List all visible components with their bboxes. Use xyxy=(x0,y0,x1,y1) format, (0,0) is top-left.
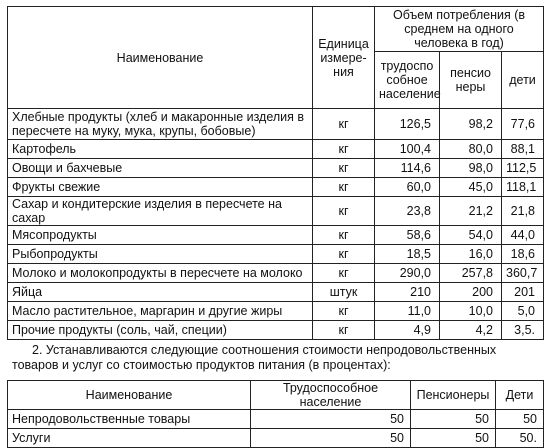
row-unit: кг xyxy=(313,140,375,159)
row-pensioners: 16,0 xyxy=(440,245,502,264)
row-pensioners: 98,0 xyxy=(440,159,502,178)
row-unit: кг xyxy=(313,226,375,245)
paragraph-text: 2. Устанавливаются следующие соотношения стоимости непродовольственных товаров и услуг со стоимостью продуктов питания (в процентах): xyxy=(12,343,497,372)
row-working: 126,5 xyxy=(375,109,440,140)
table-row xyxy=(8,321,544,340)
ratio-paragraph xyxy=(12,343,542,373)
row-pensioners: 21,2 xyxy=(440,197,502,226)
header-working: Трудоспособное население xyxy=(251,381,411,410)
row-name: Яйца xyxy=(8,283,313,302)
row-pensioners: 98,2 xyxy=(440,109,502,140)
row-name: Картофель xyxy=(8,140,313,159)
row-working: 11,0 xyxy=(375,302,440,321)
row-children: 50 xyxy=(496,410,544,429)
row-pensioners: 80,0 xyxy=(440,140,502,159)
row-children: 21,8 xyxy=(502,197,544,226)
row-name: Прочие продукты (соль, чай, специи) xyxy=(8,321,313,340)
header-working: трудоспо собное население xyxy=(375,52,440,109)
table-row xyxy=(8,245,544,264)
header-pensioners: пенсио неры xyxy=(440,52,502,109)
row-pensioners: 4,2 xyxy=(440,321,502,340)
header-name: Наименование xyxy=(8,7,313,109)
row-children: 201 xyxy=(502,283,544,302)
row-children: 5,0 xyxy=(502,302,544,321)
header-children: Дети xyxy=(496,381,544,410)
row-pensioners: 10,0 xyxy=(440,302,502,321)
table-row xyxy=(8,140,544,159)
ratio-table xyxy=(7,380,544,448)
row-pensioners: 54,0 xyxy=(440,226,502,245)
table-row xyxy=(8,410,544,429)
table-row xyxy=(8,264,544,283)
row-unit: кг xyxy=(313,159,375,178)
row-working: 100,4 xyxy=(375,140,440,159)
row-working: 114,6 xyxy=(375,159,440,178)
row-name: Хлебные продукты (хлеб и макаронные изделия в пересчете на муку, мука, крупы, бобовые) xyxy=(8,109,313,140)
header-children: дети xyxy=(502,52,544,109)
row-name: Услуги xyxy=(8,429,251,448)
row-unit: кг xyxy=(313,321,375,340)
row-pensioners: 200 xyxy=(440,283,502,302)
table-row xyxy=(8,178,544,197)
consumption-table xyxy=(7,6,544,340)
row-unit: кг xyxy=(313,264,375,283)
row-working: 290,0 xyxy=(375,264,440,283)
row-unit: кг xyxy=(313,197,375,226)
row-name: Мясопродукты xyxy=(8,226,313,245)
table-row xyxy=(8,109,544,140)
row-working: 4,9 xyxy=(375,321,440,340)
row-pensioners: 50 xyxy=(411,410,496,429)
row-children: 112,5 xyxy=(502,159,544,178)
table-row xyxy=(8,197,544,226)
row-unit: кг xyxy=(313,109,375,140)
header-pensioners: Пенсионеры xyxy=(411,381,496,410)
row-children: 18,6 xyxy=(502,245,544,264)
row-working: 60,0 xyxy=(375,178,440,197)
header-volume: Объем потребления (в среднем на одного человека в год) xyxy=(375,7,544,52)
row-name: Рыбопродукты xyxy=(8,245,313,264)
row-unit: кг xyxy=(313,178,375,197)
row-children: 88,1 xyxy=(502,140,544,159)
row-unit: кг xyxy=(313,245,375,264)
table-row xyxy=(8,302,544,321)
table-row xyxy=(8,159,544,178)
row-children: 44,0 xyxy=(502,226,544,245)
row-children: 360,7 xyxy=(502,264,544,283)
row-pensioners: 45,0 xyxy=(440,178,502,197)
row-name: Фрукты свежие xyxy=(8,178,313,197)
row-unit: штук xyxy=(313,283,375,302)
row-name: Овощи и бахчевые xyxy=(8,159,313,178)
row-unit: кг xyxy=(313,302,375,321)
row-working: 50 xyxy=(251,410,411,429)
row-pensioners: 257,8 xyxy=(440,264,502,283)
row-children: 3,5. xyxy=(502,321,544,340)
table-row xyxy=(8,226,544,245)
row-working: 58,6 xyxy=(375,226,440,245)
row-working: 50 xyxy=(251,429,411,448)
row-working: 23,8 xyxy=(375,197,440,226)
row-pensioners: 50 xyxy=(411,429,496,448)
row-working: 18,5 xyxy=(375,245,440,264)
table-row xyxy=(8,283,544,302)
header-unit: Единица измере-ния xyxy=(313,7,375,109)
row-working: 210 xyxy=(375,283,440,302)
row-name: Молоко и молокопродукты в пересчете на молоко xyxy=(8,264,313,283)
row-children: 118,1 xyxy=(502,178,544,197)
row-name: Сахар и кондитерские изделия в пересчете на сахар xyxy=(8,197,313,226)
row-children: 50. xyxy=(496,429,544,448)
row-name: Непродовольственные товары xyxy=(8,410,251,429)
header-name: Наименование xyxy=(8,381,251,410)
row-name: Масло растительное, маргарин и другие жиры xyxy=(8,302,313,321)
row-children: 77,6 xyxy=(502,109,544,140)
